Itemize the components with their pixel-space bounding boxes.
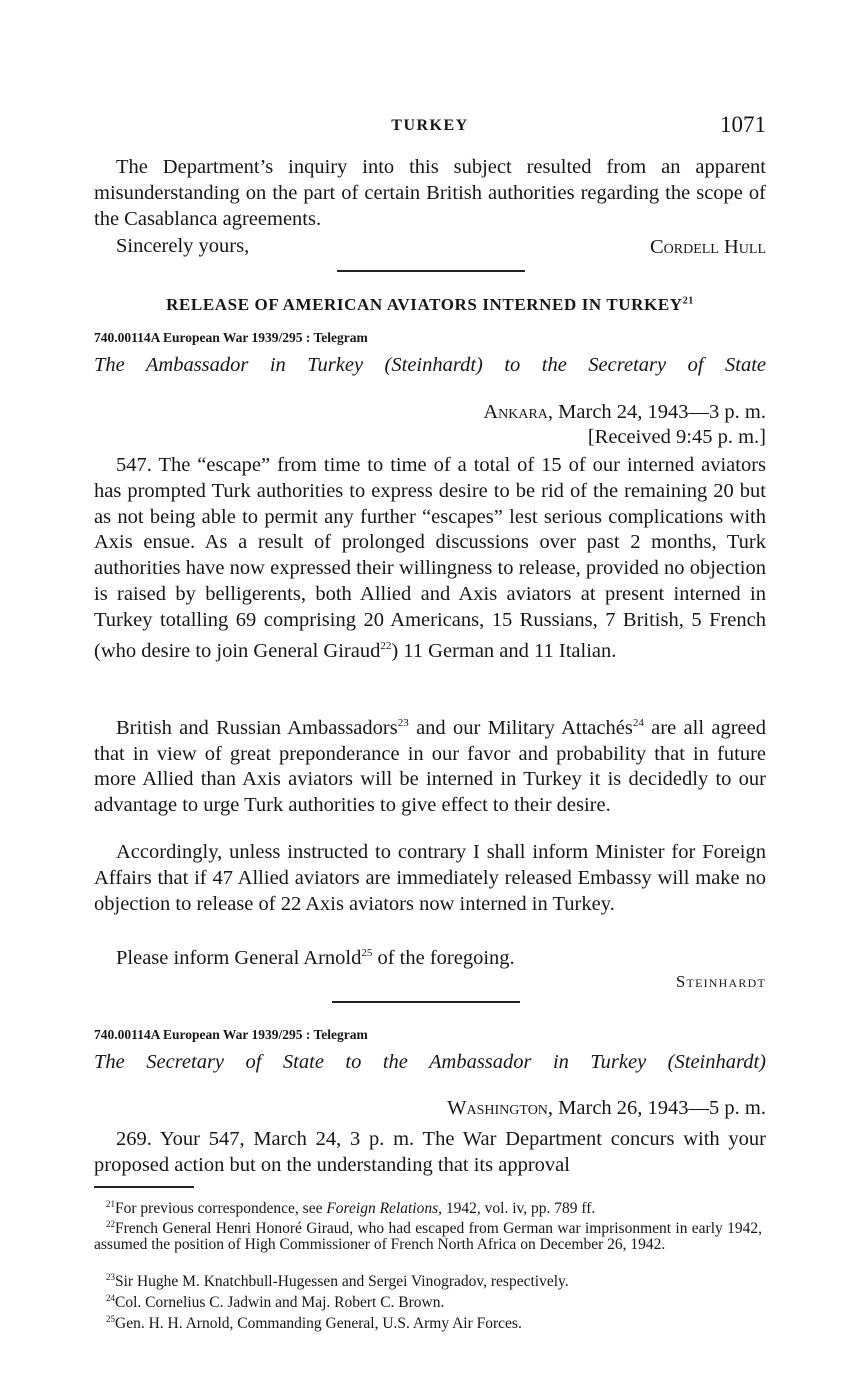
doc1-p1-end: ) 11 German and 11 Italian. bbox=[391, 639, 617, 662]
letter-closing-paragraph: The Department’s inquiry into this subject resulted from an apparent misunderstanding on the part of certain British authorities regarding the scope of the Casablanca agreements. bbox=[94, 156, 766, 230]
footnote-ref-25: 25 bbox=[361, 947, 373, 959]
footnote-number: 22 bbox=[106, 1219, 115, 1229]
doc2-dateline bbox=[447, 1097, 766, 1120]
footnote-italic-text: Foreign Relations bbox=[326, 1200, 439, 1218]
section-divider bbox=[337, 270, 525, 272]
doc1-p4-a: Please inform General Arnold bbox=[116, 946, 362, 969]
document-divider bbox=[332, 1001, 520, 1003]
doc2-place: Washington, bbox=[447, 1097, 554, 1119]
doc1-paragraph-4 bbox=[94, 941, 766, 972]
doc2-date: March 26, 1943—5 p. m. bbox=[558, 1097, 766, 1119]
running-head: TURKEY bbox=[391, 117, 469, 134]
doc1-signature: Steinhardt bbox=[675, 972, 766, 991]
doc1-date: March 24, 1943—3 p. m. bbox=[558, 401, 766, 423]
letter-signature: Cordell Hull bbox=[649, 236, 766, 258]
doc1-file-reference: 740.00114A European War 1939/295 : Telegram bbox=[94, 330, 368, 345]
doc1-paragraph-1 bbox=[94, 453, 766, 664]
doc2-file-reference: 740.00114A European War 1939/295 : Telegram bbox=[94, 1027, 368, 1042]
doc1-p4-b: of the foregoing. bbox=[372, 946, 515, 969]
footnote-22 bbox=[94, 1217, 762, 1252]
doc1-received: [Received 9:45 p. m.] bbox=[587, 426, 766, 448]
doc1-p2-c: are all agreed that in view of great preponderance in our favor and probability that in future more Allied than Axis aviators will be interned in Turkey it is decidedly to our advantage to urge Turk authorities to give effect to their desire. bbox=[94, 716, 766, 817]
footnote-23 bbox=[94, 1270, 762, 1290]
footnote-text: French General Henri Honoré Giraud, who had escaped from German war imprisonment in early 1942, assumed the position of High Commissioner of French North Africa on December 26, 1942. bbox=[94, 1220, 762, 1253]
footnote-ref-21: 21 bbox=[682, 295, 694, 307]
footnote-text-end: , 1942, vol. iv, pp. 789 ff. bbox=[438, 1200, 596, 1218]
section-title bbox=[94, 295, 766, 315]
footnote-number: 23 bbox=[106, 1272, 115, 1282]
footnote-ref-22: 22 bbox=[380, 639, 392, 652]
footnote-24 bbox=[94, 1291, 762, 1311]
footnote-25 bbox=[94, 1312, 762, 1332]
footnote-number: 24 bbox=[106, 1293, 115, 1303]
doc2-paragraph-1: 269. Your 547, March 24, 3 p. m. The War Department concurs with your proposed action but on the understanding that its approval bbox=[94, 1128, 766, 1176]
doc1-dateline bbox=[483, 401, 766, 424]
doc1-p2-a: British and Russian Ambassadors bbox=[116, 716, 398, 739]
footnote-number: 21 bbox=[106, 1199, 115, 1209]
doc1-place: Ankara, bbox=[483, 401, 554, 423]
page-header bbox=[94, 112, 766, 142]
doc2-title: The Secretary of State to the Ambassador in Turkey (Steinhardt) bbox=[94, 1051, 766, 1073]
footnote-ref-23: 23 bbox=[397, 717, 409, 729]
footnote-text: Col. Cornelius C. Jadwin and Maj. Robert C. Brown. bbox=[115, 1294, 445, 1312]
section-title-text: RELEASE OF AMERICAN AVIATORS INTERNED IN TURKEY bbox=[166, 295, 683, 314]
doc1-p2-b: and our Military Attachés bbox=[408, 716, 633, 739]
footnote-text: For previous correspondence, see bbox=[115, 1200, 327, 1218]
footnote-number: 25 bbox=[106, 1314, 115, 1324]
footnote-divider bbox=[94, 1186, 194, 1188]
footnote-21 bbox=[94, 1197, 762, 1217]
footnote-text: Gen. H. H. Arnold, Commanding General, U.S. Army Air Forces. bbox=[115, 1315, 522, 1333]
page-number: 1071 bbox=[720, 112, 766, 137]
footnote-text: Sir Hughe M. Knatchbull-Hugessen and Sergei Vinogradov, respectively. bbox=[115, 1273, 569, 1291]
footnote-ref-24: 24 bbox=[632, 717, 644, 729]
doc1-paragraph-2 bbox=[94, 711, 766, 819]
doc1-title: The Ambassador in Turkey (Steinhardt) to the Secretary of State bbox=[94, 354, 766, 376]
doc1-p1-text: 547. The “escape” from time to time of a total of 15 of our interned aviators has prompted Turk authorities to express desire to be rid of the remaining 20 but as not being able to permit any further “escapes” lest serious complications with Axis ensue. As a result of prolonged discussions over past 2 months, Turk authorities have now expressed their willingness to release, provided no objection is raised by belligerents, both Allied and Axis aviators at present interned in Turkey totalling 69 comprising 20 Americans, 15 Russians, 7 British, 5 French (who desire to join General Giraud bbox=[94, 454, 766, 662]
doc1-paragraph-3: Accordingly, unless instructed to contrary I shall inform Minister for Foreign Affairs that if 47 Allied aviators are immediately released Embassy will make no objection to release of 22 Axis aviators now interned in Turkey. bbox=[94, 841, 766, 915]
letter-closing bbox=[116, 235, 766, 258]
closing-salutation: Sincerely yours, bbox=[116, 235, 250, 257]
